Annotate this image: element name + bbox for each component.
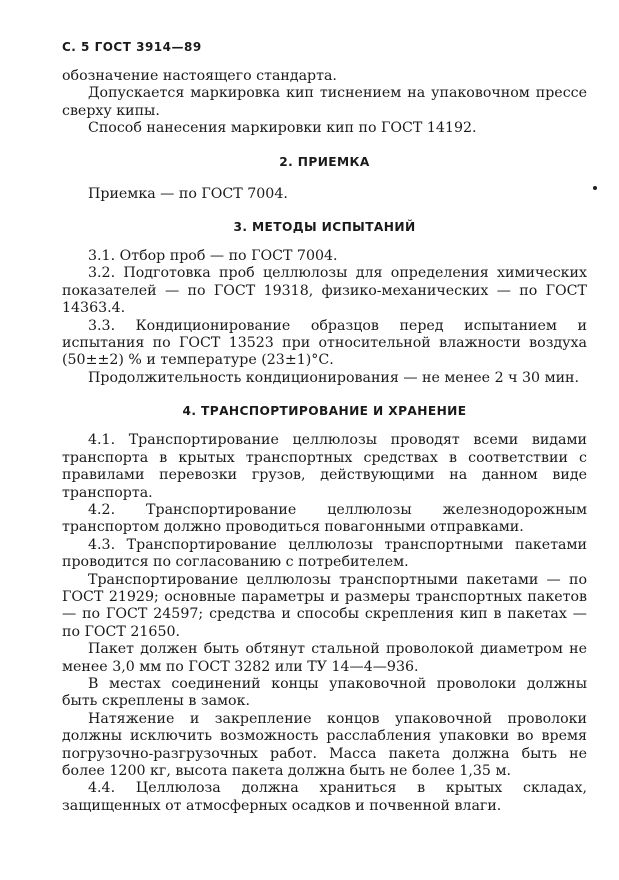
clause-4-4: 4.4. Целлюлоза должна храниться в крытых складах, защищенных от атмосферных осадков и почвенной влаги. <box>62 780 587 814</box>
paragraph-conditioning-duration: Продолжительность кондиционирования — не менее 2 ч 30 мин. <box>88 369 580 386</box>
section-heading-transport-storage: 4. ТРАНСПОРТИРОВАНИЕ И ХРАНЕНИЕ <box>182 404 467 419</box>
clause-4-2: 4.2. Транспортирование целлюлозы железнодорожным транспортом должно проводиться повагонными отправками. <box>62 501 587 536</box>
section-heading-test-methods: 3. МЕТОДЫ ИСПЫТАНИЙ <box>233 220 416 235</box>
paragraph-transport-packages: Транспортирование целлюлозы транспортными пакетами — по ГОСТ 21929; основные параметры и размеры транспортных пакетов — по ГОСТ 24597; средства и способы скрепления кип в пакетах — по ГОСТ 21650. <box>62 571 587 640</box>
clause-3-2: 3.2. Подготовка проб целлюлозы для определения химических показателей — по ГОСТ 19318, физико-механических — по ГОСТ 14363.4. <box>62 265 587 317</box>
scan-speck <box>593 186 597 190</box>
clause-4-1: 4.1. Транспортирование целлюлозы проводят всеми видами транспорта в крытых транспортных средствах в соответствии с правилами перевозки грузов, действующими на данном виде транспорта. <box>62 432 587 501</box>
paragraph-acceptance: Приемка — по ГОСТ 7004. <box>88 185 288 202</box>
paragraph-embossing-marking: Допускается маркировка кип тиснением на упаковочном прессе сверху кипы. <box>62 85 587 119</box>
paragraph-standard-designation: обозначение настоящего стандарта. <box>62 68 337 84</box>
clause-4-3: 4.3. Транспортирование целлюлозы транспортными пакетами проводится по согласованию с потребителем. <box>62 536 587 571</box>
document-page <box>62 40 587 815</box>
paragraph-steel-wire: Пакет должен быть обтянут стальной проволокой диаметром не менее 3,0 мм по ГОСТ 3282 или ТУ 14—4—936. <box>62 641 587 675</box>
paragraph-marking-method: Способ нанесения маркировки кип по ГОСТ 14192. <box>88 120 477 137</box>
clause-3-3: 3.3. Кондиционирование образцов перед испытанием и испытания по ГОСТ 13523 при относительной влажности воздуха (50±±2) % и температуре (23±1)°С. <box>62 317 587 369</box>
section-heading-acceptance: 2. ПРИЕМКА <box>279 154 370 169</box>
paragraph-wire-joints: В местах соединений концы упаковочной проволоки должны быть скреплены в замок. <box>62 675 587 710</box>
page-header: С. 5 ГОСТ 3914—89 <box>62 40 202 54</box>
paragraph-wire-tension: Натяжение и закрепление концов упаковочной проволоки должны исключить возможность расслабления упаковки во время погрузочно-разгрузочных работ. Масса пакета должна быть не более 1200 кг, высота пакета должна быть не более 1,35 м. <box>62 710 587 779</box>
clause-3-1: 3.1. Отбор проб — по ГОСТ 7004. <box>88 248 338 265</box>
